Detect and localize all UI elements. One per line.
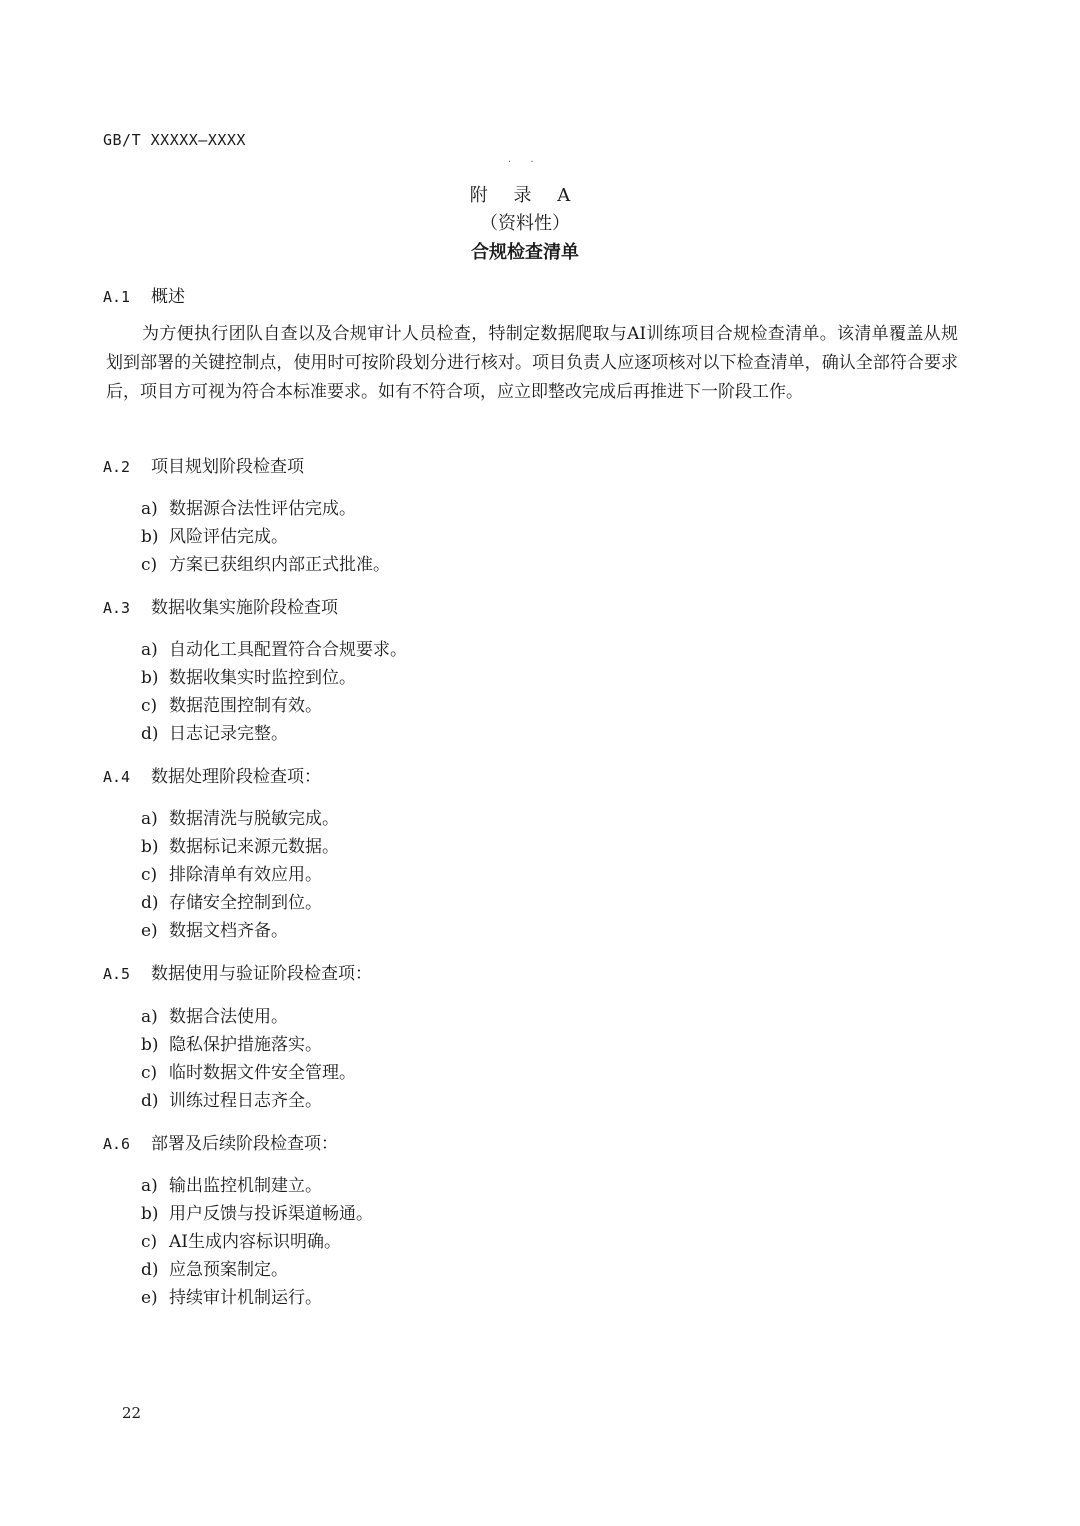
page-number: 22 <box>122 1404 142 1422</box>
section-heading <box>103 762 321 787</box>
section-heading <box>103 959 372 984</box>
list-item <box>141 804 339 829</box>
list-item-text: 排除清单有效应用。 <box>169 865 322 885</box>
list-item-letter: a) <box>141 499 158 519</box>
list-item-text: 应急预案制定。 <box>169 1260 288 1280</box>
list-item-letter: a) <box>141 1007 158 1027</box>
section-title: 部署及后续阶段检查项： <box>151 1134 338 1154</box>
list-item-text: 数据标记来源元数据。 <box>169 837 339 857</box>
list-item <box>141 635 407 660</box>
list-item-letter: b) <box>141 837 159 857</box>
list-item-text: 存储安全控制到位。 <box>169 893 322 913</box>
list-item <box>141 691 322 716</box>
list-item <box>141 888 322 913</box>
list-item <box>141 550 390 575</box>
list-item-letter: a) <box>141 640 158 660</box>
list-item <box>141 1199 373 1224</box>
appendix-title: 合规检查清单 <box>471 242 579 263</box>
decorative-dots: · · <box>508 157 542 168</box>
section-number: A.6 <box>103 1135 131 1153</box>
list-item <box>141 860 322 885</box>
list-item-letter: b) <box>141 668 159 688</box>
list-item <box>141 1086 322 1111</box>
list-item-text: 数据源合法性评估完成。 <box>169 499 356 519</box>
list-item <box>141 1002 288 1027</box>
list-item <box>141 832 339 857</box>
list-item-text: 数据清洗与脱敏完成。 <box>169 809 339 829</box>
intro-paragraph: 为方便执行团队自查以及合规审计人员检查，特制定数据爬取与AI训练项目合规检查清单。该清单覆盖从规划到部署的关键控制点，使用时可按阶段划分进行核对。项目负责人应逐项核对以下检查清单，确认全部符合要求后，项目方可视为符合本标准要求。如有不符合项，应立即整改完成后再推进下一阶段工作。 <box>106 324 958 402</box>
list-item <box>141 663 356 688</box>
list-item-letter: c) <box>141 865 158 885</box>
list-item-letter: d) <box>141 1260 159 1280</box>
list-item <box>141 1227 341 1252</box>
section-title: 数据收集实施阶段检查项 <box>151 598 338 618</box>
section-title: 概述 <box>151 287 185 307</box>
list-item-letter: e) <box>141 1288 158 1308</box>
list-item-text: 数据合法使用。 <box>169 1007 288 1027</box>
list-item-text: 方案已获组织内部正式批准。 <box>169 555 390 575</box>
appendix-label: 附 录 A <box>469 185 581 206</box>
section-heading <box>103 452 304 477</box>
document-standard-number: GB/T XXXXX—XXXX <box>103 131 246 149</box>
list-item-text: 数据文档齐备。 <box>169 921 288 941</box>
appendix-nature: （资料性） <box>480 213 570 234</box>
list-item <box>141 1171 322 1196</box>
list-item-letter: c) <box>141 696 158 716</box>
list-item-text: 训练过程日志齐全。 <box>169 1091 322 1111</box>
list-item-text: 自动化工具配置符合合规要求。 <box>169 640 407 660</box>
section-heading <box>103 593 338 618</box>
list-item-text: 数据收集实时监控到位。 <box>169 668 356 688</box>
list-item-text: 日志记录完整。 <box>169 724 288 744</box>
section-number: A.1 <box>103 288 131 306</box>
list-item <box>141 1255 288 1280</box>
list-item-letter: c) <box>141 1063 158 1083</box>
list-item-text: 风险评估完成。 <box>169 527 288 547</box>
section-number: A.3 <box>103 599 131 617</box>
section-number: A.4 <box>103 768 131 786</box>
list-item <box>141 916 288 941</box>
list-item-letter: a) <box>141 809 158 829</box>
list-item-letter: b) <box>141 1204 159 1224</box>
list-item-text: 输出监控机制建立。 <box>169 1176 322 1196</box>
list-item <box>141 1283 322 1308</box>
list-item <box>141 1058 356 1083</box>
list-item-text: 临时数据文件安全管理。 <box>169 1063 356 1083</box>
list-item-text: AI生成内容标识明确。 <box>169 1232 341 1252</box>
section-title: 项目规划阶段检查项 <box>151 457 304 477</box>
section-title: 数据处理阶段检查项： <box>151 767 321 787</box>
list-item-text: 用户反馈与投诉渠道畅通。 <box>169 1204 373 1224</box>
list-item-letter: c) <box>141 555 158 575</box>
list-item <box>141 719 288 744</box>
list-item <box>141 1030 322 1055</box>
list-item-letter: d) <box>141 1091 159 1111</box>
section-heading-overview <box>103 282 185 307</box>
list-item <box>141 522 288 547</box>
list-item-text: 数据范围控制有效。 <box>169 696 322 716</box>
list-item-letter: b) <box>141 1035 159 1055</box>
section-number: A.2 <box>103 458 131 476</box>
list-item-letter: b) <box>141 527 159 547</box>
section-number: A.5 <box>103 965 131 983</box>
section-title: 数据使用与验证阶段检查项： <box>151 964 372 984</box>
list-item-text: 持续审计机制运行。 <box>169 1288 322 1308</box>
list-item-letter: d) <box>141 724 159 744</box>
list-item-letter: e) <box>141 921 158 941</box>
list-item-letter: c) <box>141 1232 158 1252</box>
list-item-letter: d) <box>141 893 159 913</box>
list-item-text: 隐私保护措施落实。 <box>169 1035 322 1055</box>
section-heading <box>103 1129 338 1154</box>
list-item <box>141 494 356 519</box>
list-item-letter: a) <box>141 1176 158 1196</box>
